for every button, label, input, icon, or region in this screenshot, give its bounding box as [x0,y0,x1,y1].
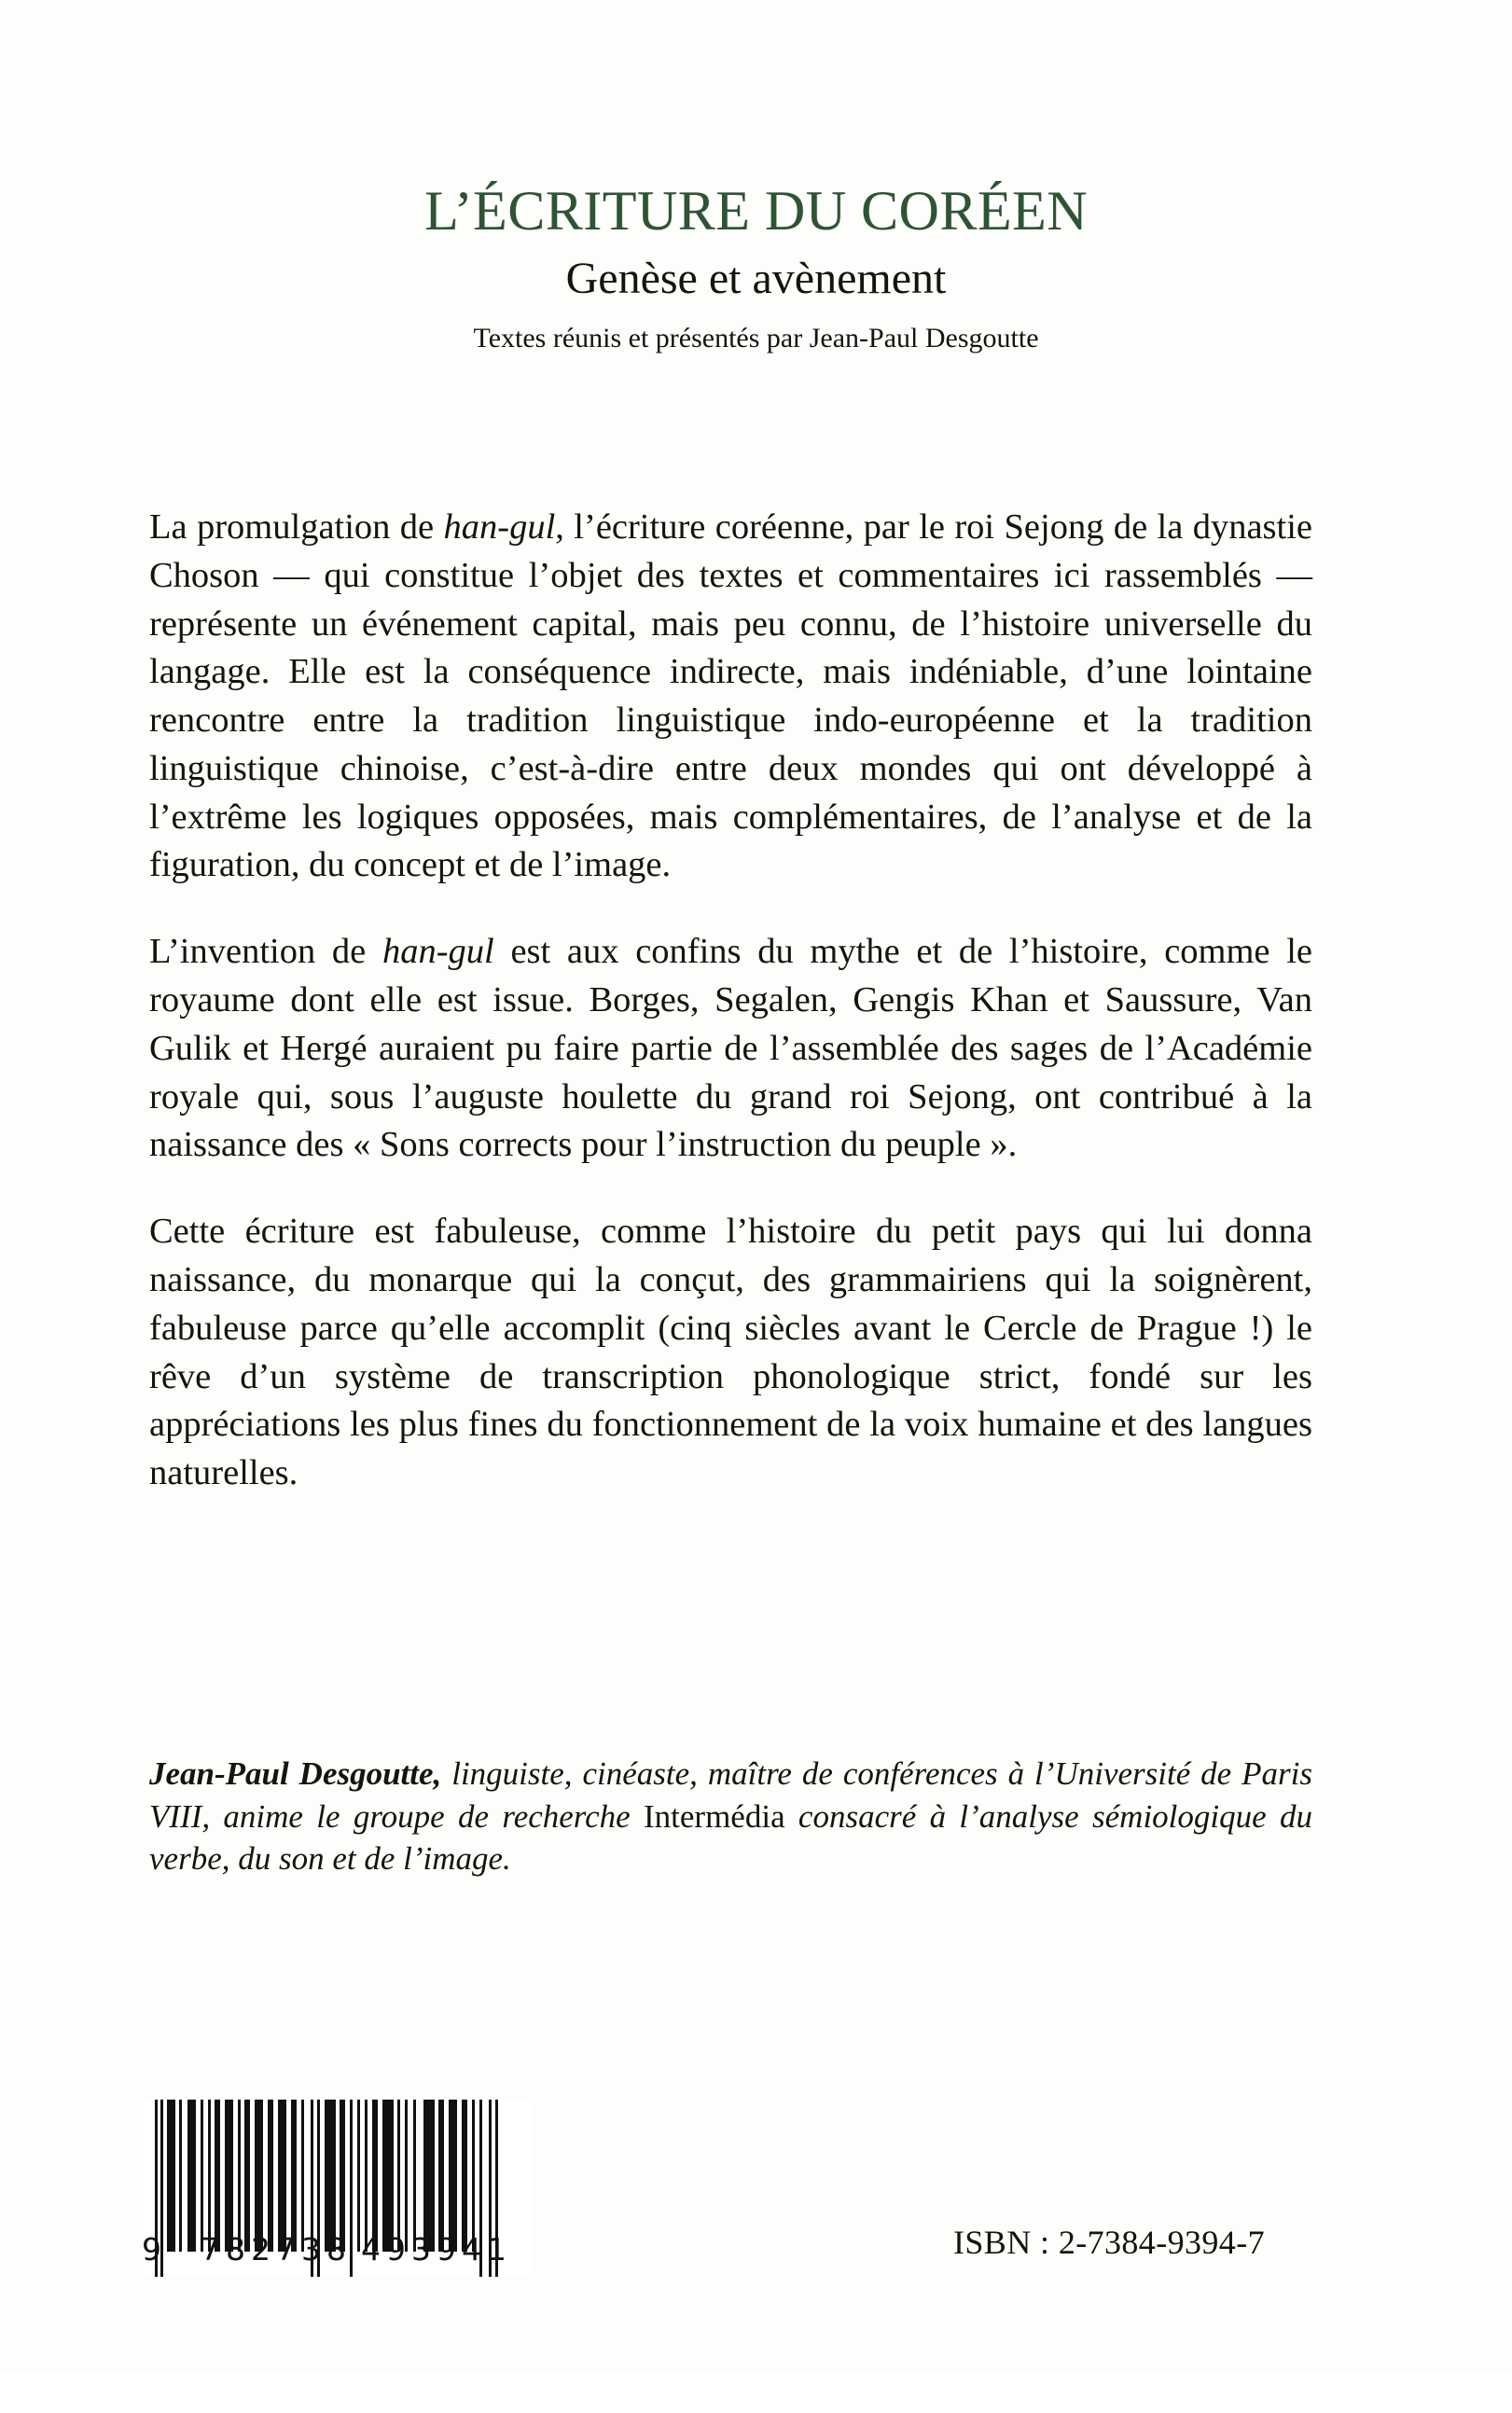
author-bio-name: Jean-Paul Desgoutte, [149,1755,442,1792]
barcode-lead-digit: 9 [142,2231,162,2267]
paragraph-1-text-end: , l’écriture coréenne, par le roi Sejong de la dynastie Choson — qui constitue l’objet des textes et commentaires ici rassemblés — représente un événement capital, mais peu connu, de l’histoire universelle du langage. Elle est la conséquence indirecte, mais indéniable, d’une lointaine rencontre entre la tradition linguistique indo-européenne et la tradition linguistique chinoise, c’est-à-dire entre deux mondes qui ont développé à l’extrême les logiques opposées, mais complémentaires, de l’analyse et de la figuration, du concept et de l’image. [149,507,1312,885]
author-bio-roman-term: Intermédia [644,1797,785,1835]
book-credit-line: Textes réunis et présentés par Jean-Paul Desgoutte [473,323,1039,354]
book-subtitle: Genèse et avènement [565,254,947,303]
barcode-right-group: 493941 [361,2231,512,2267]
blurb-paragraph-1 [149,504,1312,890]
paragraph-1-italic-term: han-gul [443,507,556,547]
author-bio-text-1: linguiste, cinéaste, maître de conférences à l’Université de Paris VIII, anime le groupe de recherche [149,1755,1312,1835]
paragraph-1-text-start: La promulgation de [149,507,444,547]
paragraph-2-italic-term: han-gul [381,932,494,972]
blurb-paragraph-2 [149,928,1312,1170]
cover-header [0,180,1512,354]
blurb-paragraph-3: Cette écriture est fabuleuse, comme l’histoire du petit pays qui lui donna naissance, du monarque qui la conçut, des grammairiens qui la soignèrent, fabuleuse parce qu’elle accomplit (cinq siècles avant le Cercle de Prague !) le rêve d’un système de transcription phonologique strict, fondé sur les appréciations les plus fines du fonctionnement de la voix humaine et des langues naturelles. [149,1212,1312,1493]
paragraph-2-text-start: L’invention de [149,932,382,972]
barcode-digits [142,2231,534,2413]
page-title: L’ÉCRITURE DU CORÉEN [423,180,1089,242]
author-bio-text-2: consacré à l’analyse sémiologique du verbe, du son et de l’image. [149,1797,1312,1877]
isbn-text: ISBN : 2-7384-9394-7 [953,2224,1265,2261]
blurb-body [149,504,1312,1498]
paragraph-2-text-end: est aux confins du mythe et de l’histoire, comme le royaume dont elle est issue. Borges, Segalen, Gengis Khan et Saussure, Van Gulik et Hergé auraient pu faire partie de l’assemblée des sages de l’Académie royale qui, sous l’auguste houlette du grand roi Sejong, ont contribué à la naissance des « Sons corrects pour l’instruction du peuple ». [149,932,1312,1165]
barcode-left-group: 782738 [201,2231,352,2267]
author-bio [149,1753,1312,1880]
